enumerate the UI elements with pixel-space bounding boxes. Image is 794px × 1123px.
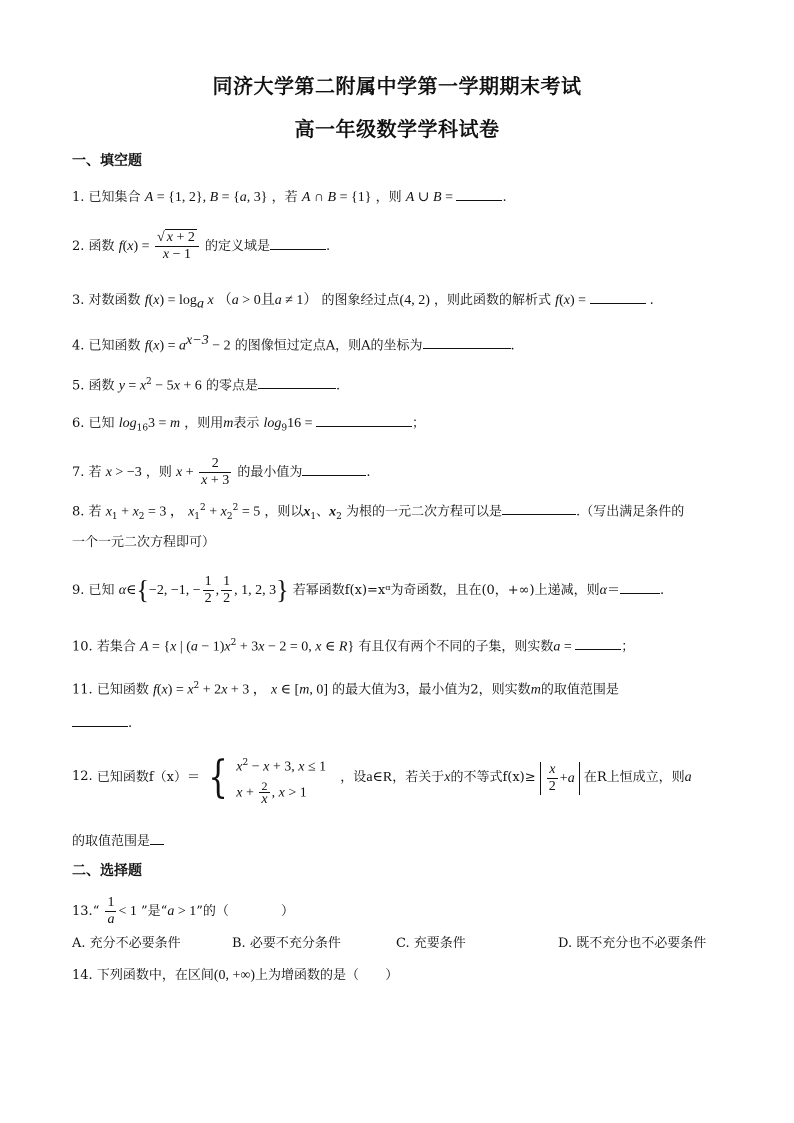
question-14: 14. 下列函数中，在区间(0, +∞)上为增函数的是（ ） bbox=[72, 968, 399, 983]
exam-title: 同济大学第二附属中学第一学期期末考试 bbox=[212, 74, 582, 98]
question-11: 11. 已知函数 $f(x) = x^2 + 2x + 3$ ， x ∈ [m, 0] 的最大值为3，最小值为2，则实数m的取值范围是 bbox=[72, 681, 619, 698]
question-1: 1. 已知集合 A = {1, 2}, B = {a, 3} ，若 A ∩ B = {1} ，则 A ∪ B = . bbox=[72, 190, 507, 205]
answer-blank[interactable] bbox=[316, 414, 412, 427]
question-7: 7. 若 x > −3 ，则 x + $\frac{2}{x + 3}$ 的最小值为 . bbox=[72, 456, 371, 488]
answer-blank[interactable] bbox=[72, 714, 128, 727]
answer-blank[interactable] bbox=[620, 581, 660, 594]
question-9: 9. 已知 α∈{−2, −1, − $\frac{1}{2}$ , $\frac{1}{2}$ , 1, 2, 3} 若幂函数f(x)=xᵅ为奇函数，且在(0，+∞)上递减，则α＝ . bbox=[72, 574, 665, 606]
answer-blank[interactable] bbox=[502, 502, 576, 515]
answer-blank[interactable] bbox=[150, 832, 164, 845]
exam-subtitle: 高一年级数学学科试卷 bbox=[294, 117, 500, 141]
question-11-cont: . bbox=[72, 714, 132, 733]
option-b[interactable]: B. 必要不充分条件 bbox=[232, 936, 341, 951]
question-12: 12. 已知函数f（x）＝ { $x^2 - x + 3$, x ≤ 1 x + $\frac{2}{x}$ , x > 1 ，设a∈R，若关于x的不等式f(x)≥ $\frac{x}{2}$ +a 在R上恒成立，则a bbox=[72, 752, 692, 808]
section-multiple-choice: 二、选择题 bbox=[72, 863, 142, 879]
question-4: 4. 已知函数 $f(x) = a^{x-3} - 2$ 的图像恒过定点A，则A的坐标为 . bbox=[72, 333, 515, 354]
question-12-cont: 的取值范围是 bbox=[72, 832, 164, 851]
section-fill-in: 一、填空题 bbox=[72, 153, 142, 169]
option-d[interactable]: D. 既不充分也不必要条件 bbox=[558, 936, 707, 951]
question-6: 6. 已知 $\log_{16}3 = m$ ，则用m表示 $\log_916$ = ； bbox=[72, 416, 426, 434]
answer-blank[interactable] bbox=[270, 237, 326, 250]
answer-blank[interactable] bbox=[575, 637, 621, 650]
question-8-cont: 一个一元二次方程即可） bbox=[72, 535, 216, 550]
question-8: 8. 若 $x_1 + x_2 = 3$ ， $x_1^2 + x_2^2 = 5$ ，则以$x_1$、$x_2$ 为根的一元二次方程可以是 .（写出满足条件的 bbox=[72, 503, 685, 522]
answer-blank[interactable] bbox=[423, 336, 511, 349]
answer-blank[interactable] bbox=[456, 188, 502, 201]
question-5: 5. 函数 $y = x^2 - 5x + 6$ 的零点是 . bbox=[72, 377, 341, 394]
answer-blank[interactable] bbox=[590, 291, 646, 304]
option-c[interactable]: C. 充要条件 bbox=[396, 936, 466, 951]
question-13: 13.“ $\frac{1}{a}$ < 1 ”是“a > 1”的（ ） bbox=[72, 895, 295, 927]
option-a[interactable]: A. 充分不必要条件 bbox=[72, 936, 181, 951]
question-10: 10. 若集合 A = {x | $(a - 1)x^2 + 3x - 2 = 0$, x ∈ R} 有且仅有两个不同的子集，则实数a = ； bbox=[72, 638, 635, 655]
question-3: 3. 对数函数 $f(x) = \log_a x$ （a > 0且a ≠ 1） 的图象经过点(4, 2) ，则此函数的解析式 f(x) = . bbox=[72, 293, 654, 312]
question-2: 2. 函数 f(x) = $\frac{√ x + 2}{x - 1}$ 的定义域是 . bbox=[72, 230, 331, 262]
answer-blank[interactable] bbox=[302, 463, 366, 476]
answer-blank[interactable] bbox=[258, 376, 336, 389]
